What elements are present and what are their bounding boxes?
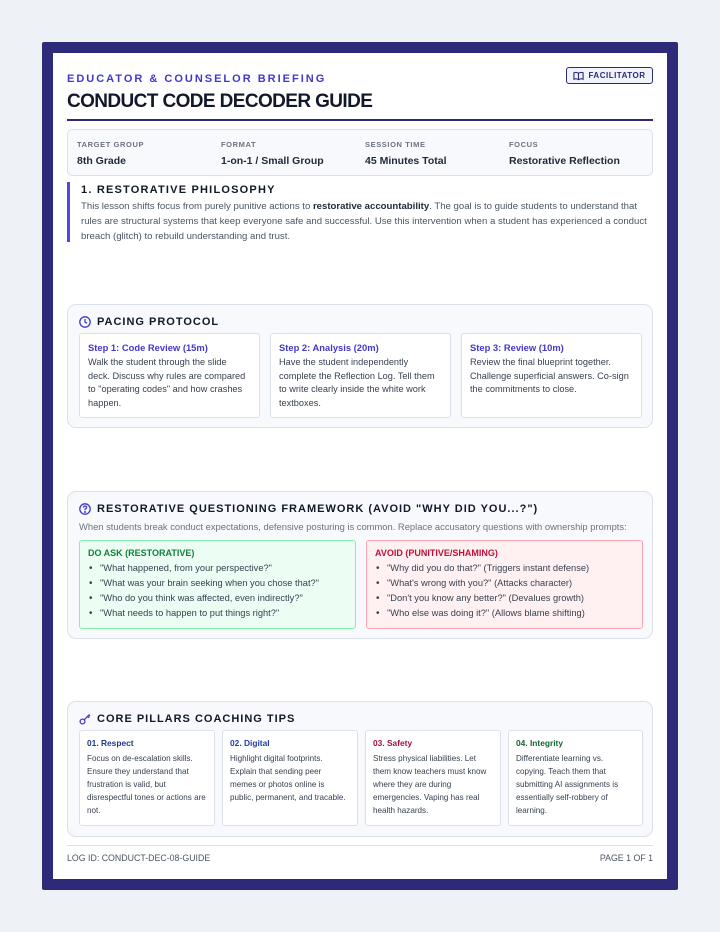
list-item: • "Don't you know any better?" (Devalues growth): [375, 591, 634, 606]
pacing-step-2: Step 2: Analysis (20m) Have the student independently complete the Reflection Log. Tell them to write clearly inside the white work textboxes.: [270, 333, 451, 418]
meta-focus: FOCUS Restorative Reflection: [509, 140, 620, 167]
page-title: CONDUCT CODE DECODER GUIDE: [67, 91, 373, 112]
avoid-heading: AVOID (PUNITIVE/SHAMING): [375, 548, 498, 558]
pillar-respect: 01. Respect Focus on de-escalation skills. Ensure they understand that frustration is valid, but disrespectful tones or actions are not.: [79, 730, 215, 826]
badge-label: FACILITATOR: [588, 71, 646, 80]
avoid-list: [375, 561, 634, 621]
document-page: [53, 53, 667, 879]
clock-icon: [79, 316, 91, 328]
list-item: • "Who do you think was affected, even indirectly?": [88, 591, 347, 606]
philosophy-body: This lesson shifts focus from purely punitive actions to restorative accountability. The goal is to guide students to understand that rules are structural systems that keep everyone safe and successful. Use this intervention when a student has experienced a conduct breach (glitch) to rebuild understanding and trust.: [81, 201, 647, 242]
meta-session-time: SESSION TIME 45 Minutes Total: [365, 140, 447, 167]
meta-format: FORMAT 1-on-1 / Small Group: [221, 140, 324, 167]
list-item: • "What was your brain seeking when you chose that?": [88, 576, 347, 591]
footer-page-number: PAGE 1 OF 1: [599, 853, 653, 863]
philosophy-heading: 1. RESTORATIVE PHILOSOPHY: [81, 184, 276, 196]
pacing-protocol-card: [67, 304, 653, 428]
pacing-step-1: Step 1: Code Review (15m) Walk the student through the slide deck. Discuss why rules are compared to "operating codes" and how crashes happen.: [79, 333, 260, 418]
philosophy-emphasis: restorative accountability: [312, 201, 430, 212]
list-item: • "Why did you do that?" (Triggers instant defense): [375, 561, 634, 576]
do-ask-list: [88, 561, 347, 621]
philosophy-accent-bar: [67, 182, 70, 242]
pillar-integrity: 04. Integrity Differentiate learning vs. copying. Teach them that submitting AI assignments is essentially self-robbery of learning.: [508, 730, 643, 826]
questioning-heading: RESTORATIVE QUESTIONING FRAMEWORK (AVOID "WHY DID YOU...?"): [79, 503, 538, 515]
footer-log-id: LOG ID: CONDUCT-DEC-08-GUIDE: [67, 853, 211, 863]
list-item: • "What needs to happen to put things right?": [88, 606, 347, 621]
pillar-digital: 02. Digital Highlight digital footprints. Explain that sending peer memes or photos online is public, permanent, and tracable.: [222, 730, 358, 826]
core-pillars-card: [67, 701, 653, 837]
key-icon: [79, 713, 91, 725]
meta-target-group: TARGET GROUP 8th Grade: [77, 140, 145, 167]
list-item: • "What's wrong with you?" (Attacks character): [375, 576, 634, 591]
question-circle-icon: [79, 503, 91, 515]
footer-divider: [67, 845, 653, 846]
avoid-box: [366, 540, 643, 629]
pacing-heading: PACING PROTOCOL: [79, 316, 219, 328]
session-meta-panel: [67, 129, 653, 176]
title-divider: [67, 119, 653, 121]
list-item: • "What happened, from your perspective?": [88, 561, 347, 576]
questioning-intro: When students break conduct expectations, defensive posturing is common. Replace accusatory questions with ownership prompts:: [79, 521, 627, 532]
do-ask-heading: DO ASK (RESTORATIVE): [88, 548, 195, 558]
pacing-step-3: Step 3: Review (10m) Review the final blueprint together. Challenge superficial answers. Co-sign the commitments to close.: [461, 333, 642, 418]
list-item: • "Who else was doing it?" (Allows blame shifting): [375, 606, 634, 621]
facilitator-badge: [566, 67, 653, 84]
do-ask-box: [79, 540, 356, 629]
pillars-heading: CORE PILLARS COACHING TIPS: [79, 713, 295, 725]
book-icon: [573, 71, 584, 81]
pillar-safety: 03. Safety Stress physical liabilities. Let them know teachers must know where they are during emergencies. Vaping has real health hazards.: [365, 730, 501, 826]
briefing-eyebrow: EDUCATOR & COUNSELOR BRIEFING: [67, 73, 327, 85]
questioning-framework-card: [67, 491, 653, 639]
